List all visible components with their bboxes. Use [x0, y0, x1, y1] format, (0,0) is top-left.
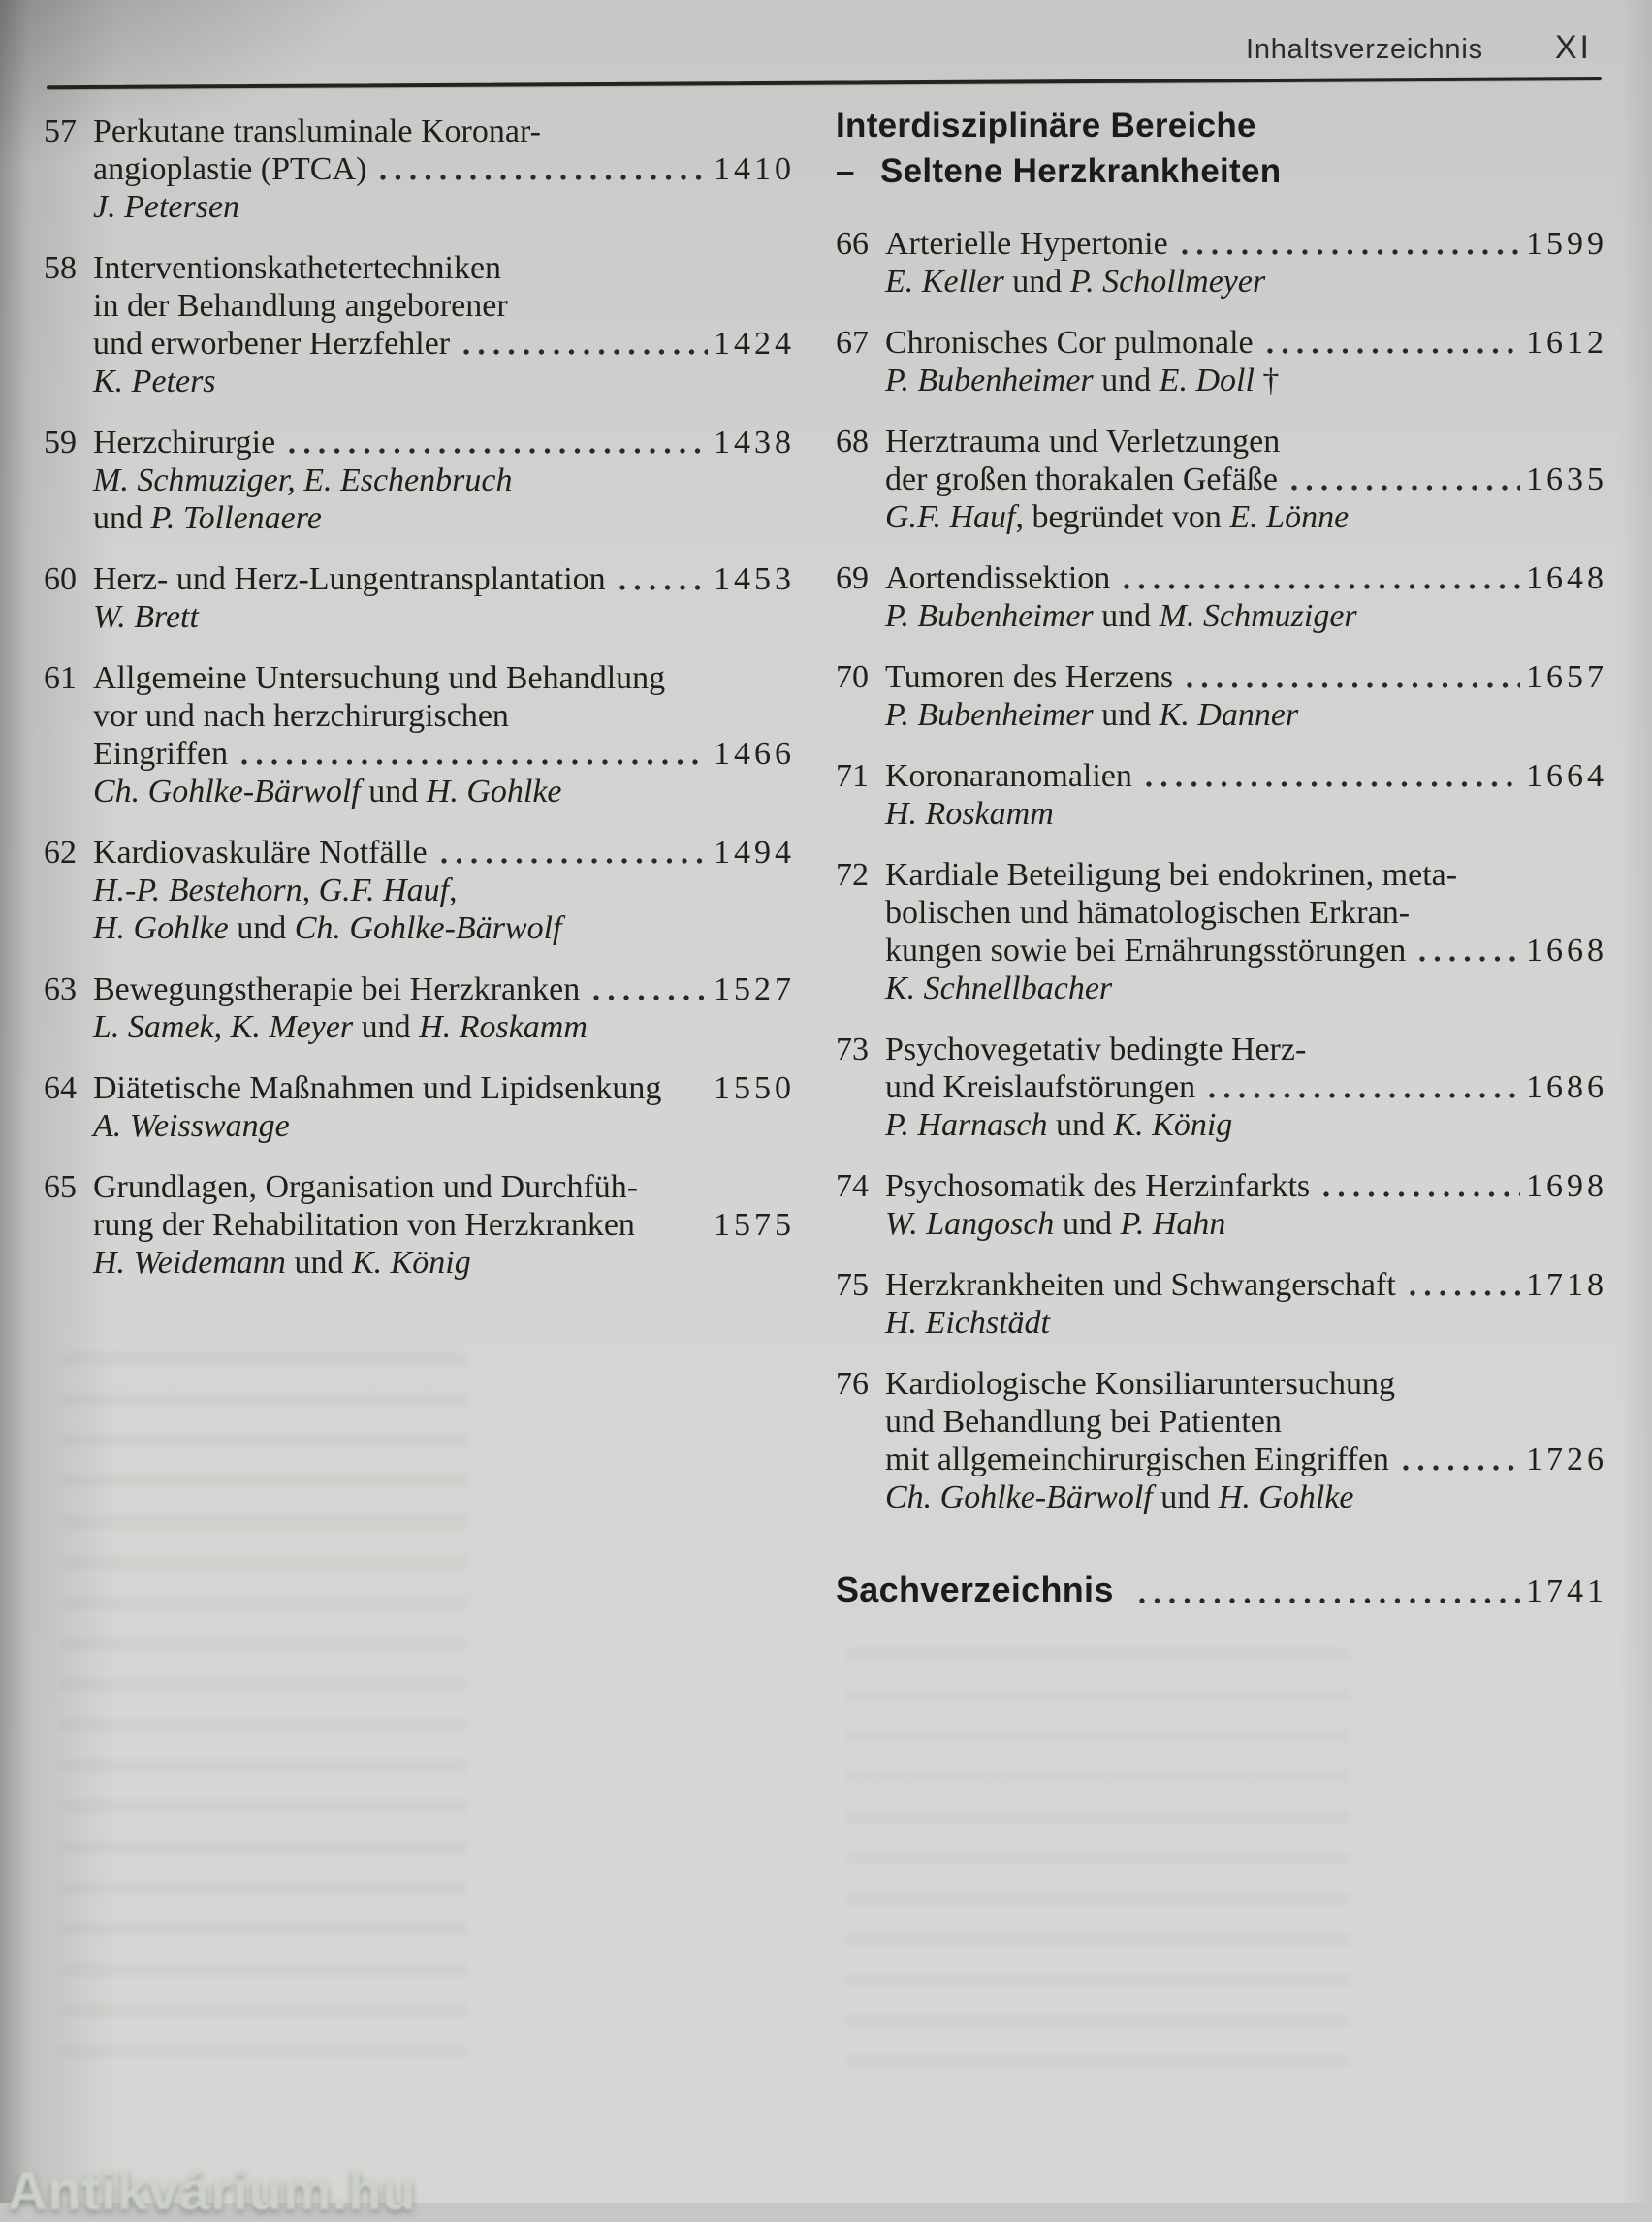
author-connector: und	[1152, 1479, 1219, 1515]
author-line	[93, 188, 795, 226]
author-line	[93, 598, 795, 636]
chapter-number: 72	[836, 857, 869, 893]
title-line	[93, 834, 795, 872]
toc-left-column	[44, 112, 795, 1305]
title-line	[885, 1441, 1607, 1478]
author-line	[885, 362, 1607, 399]
title-text: der großen thorakalen Gefäße	[885, 461, 1278, 497]
title-line	[885, 1068, 1607, 1106]
author-name: P. Bubenheimer	[885, 697, 1094, 733]
author-connector: und	[360, 774, 427, 809]
author-name: H. Gohlke	[1218, 1479, 1354, 1515]
dot-leader	[1410, 1287, 1520, 1299]
author-line	[93, 1008, 795, 1046]
author-name: Ch. Gohlke-Bärwolf	[93, 774, 361, 809]
toc-entry	[44, 249, 795, 400]
watermark: Antikvárium.hu	[8, 2160, 417, 2221]
dot-leader	[1267, 345, 1520, 357]
toc-entry	[836, 1031, 1607, 1144]
chapter-number: 61	[44, 660, 77, 696]
chapter-number: 67	[836, 325, 869, 361]
title-text: Eingriffen	[93, 736, 229, 772]
author-name: P. Harnasch	[885, 1107, 1048, 1143]
page-number-ref: 1635	[1526, 461, 1607, 497]
toc-right-column	[836, 103, 1607, 1611]
chapter-number: 59	[44, 425, 77, 460]
title-text: Allgemeine Untersuchung und Behandlung	[93, 660, 666, 696]
author-name: Ch. Gohlke-Bärwolf	[885, 1479, 1153, 1515]
toc-right-entries	[836, 225, 1607, 1516]
toc-entry-body	[885, 423, 1607, 536]
sachverzeichnis-label: Sachverzeichnis	[836, 1570, 1114, 1609]
page-number-ref: 1612	[1526, 325, 1607, 361]
bleed-through-texture	[845, 1648, 1350, 2075]
running-header-page-number: XI	[1554, 29, 1592, 66]
toc-entry	[836, 1266, 1607, 1342]
author-name: M. Schmuziger	[1159, 598, 1357, 634]
author-connector: †	[1254, 363, 1280, 398]
chapter-number: 70	[836, 659, 869, 695]
page-number-ref: 1686	[1526, 1069, 1607, 1105]
dot-leader	[620, 582, 708, 593]
page-number-ref: 1550	[714, 1070, 795, 1106]
toc-entry	[44, 560, 795, 636]
title-text: in der Behandlung angeborener	[93, 288, 508, 324]
page-number-ref: 1424	[714, 326, 795, 362]
toc-entry-body	[93, 424, 795, 537]
author-name: H. Roskamm	[885, 796, 1054, 832]
dot-leader	[1291, 482, 1520, 493]
author-name: H. Gohlke	[426, 774, 562, 809]
dot-leader	[1182, 246, 1520, 258]
section-heading-line2-text: Seltene Herzkrankheiten	[880, 152, 1282, 190]
author-name: H. Roskamm	[419, 1009, 588, 1045]
toc-entry-body	[885, 757, 1607, 833]
author-line	[885, 1205, 1607, 1243]
title-text: Aortendissektion	[885, 560, 1111, 596]
section-heading-line2	[836, 148, 1607, 194]
chapter-number: 65	[44, 1169, 77, 1205]
toc-entry	[836, 1167, 1607, 1243]
author-name: K. König	[351, 1245, 471, 1281]
toc-entry-body	[885, 1031, 1607, 1144]
title-line	[885, 460, 1607, 498]
title-line	[885, 324, 1607, 362]
author-name: P. Schollmeyer	[1069, 264, 1266, 300]
title-text: Kardiale Beteiligung bei endokrinen, meta-	[885, 857, 1458, 893]
sachverzeichnis-entry	[836, 1569, 1607, 1611]
title-text: kungen sowie bei Ernährungsstörungen	[885, 933, 1407, 968]
toc-entry-body	[93, 834, 795, 947]
chapter-number: 71	[836, 758, 869, 794]
chapter-number: 66	[836, 226, 869, 262]
toc-entry-body	[93, 970, 795, 1046]
header-rule	[47, 77, 1602, 89]
title-line	[885, 423, 1607, 460]
dot-leader	[593, 992, 708, 1003]
author-connector: und	[1093, 697, 1160, 733]
chapter-number: 64	[44, 1070, 77, 1106]
author-connector: und	[1047, 1107, 1114, 1143]
author-line	[93, 872, 795, 909]
title-line	[93, 112, 795, 150]
title-text: Psychosomatik des Herzinfarkts	[885, 1168, 1311, 1204]
page-number-ref: 1494	[714, 835, 795, 871]
title-line	[93, 659, 795, 697]
chapter-number: 62	[44, 835, 77, 871]
author-name: H. Gohlke	[93, 910, 229, 946]
page-number-ref: 1718	[1526, 1267, 1607, 1303]
author-connector: und	[1003, 264, 1070, 300]
toc-entry	[836, 423, 1607, 536]
toc-entry-body	[885, 1167, 1607, 1243]
chapter-number: 75	[836, 1267, 869, 1303]
dot-leader	[1187, 680, 1520, 691]
author-name: K. Danner	[1159, 697, 1299, 733]
chapter-number: 57	[44, 113, 77, 149]
author-line	[885, 969, 1607, 1007]
title-line	[93, 249, 795, 287]
chapter-number: 60	[44, 561, 77, 597]
dot-leader	[1146, 778, 1520, 790]
title-text: Perkutane transluminale Koronar-	[93, 113, 541, 149]
toc-entry-body	[93, 1069, 795, 1145]
page-number-ref: 1527	[714, 971, 795, 1007]
title-text: bolischen und hämatologischen Erkran-	[885, 895, 1411, 931]
author-line	[885, 1106, 1607, 1144]
toc-entry-body	[93, 112, 795, 226]
page-number-ref: 1410	[714, 151, 795, 187]
page-number-ref: 1657	[1526, 659, 1607, 695]
author-name: W. Brett	[93, 599, 199, 635]
dot-leader	[380, 172, 708, 183]
title-line	[93, 970, 795, 1008]
dot-leader	[1323, 1189, 1520, 1200]
title-text: vor und nach herzchirurgischen	[93, 698, 509, 734]
section-heading	[836, 103, 1607, 194]
title-text: Interventionskathetertechniken	[93, 250, 502, 286]
author-name: M. Schmuziger, E. Eschenbruch	[93, 462, 513, 498]
title-text: Koronaranomalien	[885, 758, 1132, 794]
dot-leader	[1403, 1462, 1520, 1474]
title-line	[93, 1206, 795, 1244]
title-text: und erworbener Herzfehler	[93, 326, 451, 362]
sachverzeichnis-page-number: 1741	[1526, 1573, 1607, 1609]
title-text: mit allgemeinchirurgischen Eingriffen	[885, 1442, 1389, 1477]
dot-leader	[241, 756, 708, 768]
title-line	[885, 1031, 1607, 1068]
toc-entry-body	[885, 324, 1607, 399]
title-line	[885, 932, 1607, 969]
title-line	[885, 1266, 1607, 1304]
title-text: Tumoren des Herzens	[885, 659, 1174, 695]
title-text: Arterielle Hypertonie	[885, 226, 1168, 262]
author-connector: und	[1093, 598, 1160, 634]
chapter-number: 73	[836, 1032, 869, 1067]
running-header	[1246, 29, 1592, 67]
author-line	[93, 461, 795, 499]
title-text: Herztrauma und Verletzungen	[885, 424, 1281, 460]
title-text: Kardiovaskuläre Notfälle	[93, 835, 428, 871]
author-line	[93, 773, 795, 810]
title-line	[93, 1069, 795, 1107]
title-text: rung der Rehabilitation von Herzkranken	[93, 1207, 635, 1243]
toc-entry	[44, 1168, 795, 1282]
toc-entry-body	[885, 225, 1607, 301]
toc-left-entries	[44, 112, 795, 1282]
author-name: K. Schnellbacher	[885, 970, 1113, 1006]
toc-entry-body	[93, 560, 795, 636]
page-number-ref: 1668	[1526, 933, 1607, 968]
title-line	[885, 658, 1607, 696]
title-line	[93, 424, 795, 461]
title-text: und Behandlung bei Patienten	[885, 1404, 1282, 1440]
page-number-ref: 1664	[1526, 758, 1607, 794]
title-line	[93, 735, 795, 773]
chapter-number: 58	[44, 250, 77, 286]
page-number-ref: 1453	[714, 561, 795, 597]
toc-entry-body	[93, 249, 795, 400]
chapter-number: 68	[836, 424, 869, 460]
chapter-number: 63	[44, 971, 77, 1007]
author-name: J. Petersen	[93, 189, 240, 225]
author-line	[93, 909, 795, 947]
author-line	[885, 498, 1607, 536]
title-text: Diätetische Maßnahmen und Lipidsenkung	[93, 1070, 662, 1106]
title-text: Psychovegetativ bedingte Herz-	[885, 1032, 1307, 1067]
dot-leader	[1209, 1090, 1520, 1101]
author-line	[93, 499, 795, 537]
section-heading-line1: Interdisziplinäre Bereiche	[836, 107, 1256, 144]
title-line	[885, 1403, 1607, 1441]
author-name: P. Tollenaere	[150, 500, 322, 536]
page-number-ref: 1726	[1526, 1442, 1607, 1477]
dot-leader	[463, 346, 708, 358]
toc-entry	[836, 559, 1607, 635]
author-connector: , begründet von	[1015, 499, 1230, 535]
title-line	[885, 894, 1607, 932]
author-name: H. Eichstädt	[885, 1305, 1050, 1341]
author-name: E. Keller	[885, 264, 1004, 300]
heading-dash: –	[836, 152, 855, 190]
author-connector: und	[353, 1009, 420, 1045]
author-name: W. Langosch	[885, 1206, 1055, 1242]
author-connector: und	[1093, 363, 1160, 398]
author-line	[885, 795, 1607, 833]
author-name: P. Bubenheimer	[885, 363, 1094, 398]
toc-entry	[836, 225, 1607, 301]
toc-entry	[836, 856, 1607, 1007]
dot-leader	[1139, 1595, 1520, 1606]
author-name: K. Peters	[93, 364, 216, 399]
toc-entry	[44, 1069, 795, 1145]
toc-entry-body	[885, 856, 1607, 1007]
title-text: Grundlagen, Organisation und Durchfüh-	[93, 1169, 639, 1205]
author-name: L. Samek, K. Meyer	[93, 1009, 354, 1045]
toc-entry	[836, 1365, 1607, 1516]
title-line	[93, 697, 795, 735]
running-header-title: Inhaltsverzeichnis	[1245, 34, 1483, 65]
author-line	[885, 1478, 1607, 1516]
author-line	[885, 597, 1607, 635]
author-name: H. Weidemann	[93, 1245, 286, 1281]
page-number-ref: 1698	[1526, 1168, 1607, 1204]
author-name: E. Lönne	[1229, 499, 1350, 535]
author-line	[93, 363, 795, 400]
title-line	[885, 559, 1607, 597]
title-text: Kardiologische Konsiliaruntersuchung	[885, 1366, 1395, 1402]
page-number-ref: 1599	[1526, 226, 1607, 262]
toc-entry	[44, 424, 795, 537]
author-name: P. Hahn	[1120, 1206, 1226, 1242]
toc-entry-body	[885, 1365, 1607, 1516]
title-text: Herzchirurgie	[93, 425, 276, 460]
page-number-ref: 1438	[714, 425, 795, 460]
author-connector: und	[1054, 1206, 1121, 1242]
toc-entry-body	[93, 1168, 795, 1282]
title-line	[885, 1365, 1607, 1403]
chapter-number: 69	[836, 560, 869, 596]
title-line	[885, 225, 1607, 263]
toc-entry	[836, 658, 1607, 734]
toc-entry	[44, 112, 795, 226]
dot-leader	[675, 1091, 708, 1102]
author-line	[885, 263, 1607, 301]
author-name: A. Weisswange	[93, 1108, 290, 1144]
toc-entry-body	[885, 559, 1607, 635]
author-connector: und	[228, 910, 295, 946]
toc-entry-body	[885, 1266, 1607, 1342]
dot-leader	[1124, 581, 1520, 592]
title-line	[93, 287, 795, 325]
author-name: G.F. Hauf	[885, 499, 1016, 535]
toc-entry	[44, 834, 795, 947]
title-line	[885, 1167, 1607, 1205]
author-name: E. Doll	[1159, 363, 1255, 398]
title-line	[885, 856, 1607, 894]
title-text: angioplastie (PTCA)	[93, 151, 367, 187]
author-line	[93, 1244, 795, 1282]
dot-leader	[1419, 953, 1520, 965]
title-text: Chronisches Cor pulmonale	[885, 325, 1254, 361]
title-line	[93, 1168, 795, 1206]
author-line	[885, 1304, 1607, 1342]
title-text: und Kreislaufstörungen	[885, 1069, 1196, 1105]
title-line	[93, 325, 795, 363]
author-line	[885, 696, 1607, 734]
dot-leader	[441, 855, 708, 867]
toc-entry	[44, 970, 795, 1046]
toc-entry-body	[885, 658, 1607, 734]
page-number-ref: 1648	[1526, 560, 1607, 596]
author-name: Ch. Gohlke-Bärwolf	[294, 910, 562, 946]
page-number-ref: 1575	[714, 1207, 795, 1243]
toc-entry-body	[93, 659, 795, 810]
bleed-through-texture	[60, 1352, 467, 2060]
chapter-number: 76	[836, 1366, 869, 1402]
dot-leader	[289, 445, 708, 457]
toc-entry	[836, 757, 1607, 833]
title-line	[93, 560, 795, 598]
author-name: P. Bubenheimer	[885, 598, 1094, 634]
chapter-number: 74	[836, 1168, 869, 1204]
author-connector: und	[93, 500, 151, 536]
title-text: Herzkrankheiten und Schwangerschaft	[885, 1267, 1396, 1303]
title-line	[885, 757, 1607, 795]
title-text: Herz- und Herz-Lungentransplantation	[93, 561, 606, 597]
author-name: K. König	[1113, 1107, 1233, 1143]
author-name: H.-P. Bestehorn, G.F. Hauf,	[93, 873, 458, 908]
title-text: Bewegungstherapie bei Herzkranken	[93, 971, 581, 1007]
title-line	[93, 150, 795, 188]
toc-entry	[44, 659, 795, 810]
author-line	[93, 1107, 795, 1145]
dot-leader	[649, 1227, 708, 1239]
author-connector: und	[285, 1245, 352, 1281]
page-number-ref: 1466	[714, 736, 795, 772]
toc-entry	[836, 324, 1607, 399]
